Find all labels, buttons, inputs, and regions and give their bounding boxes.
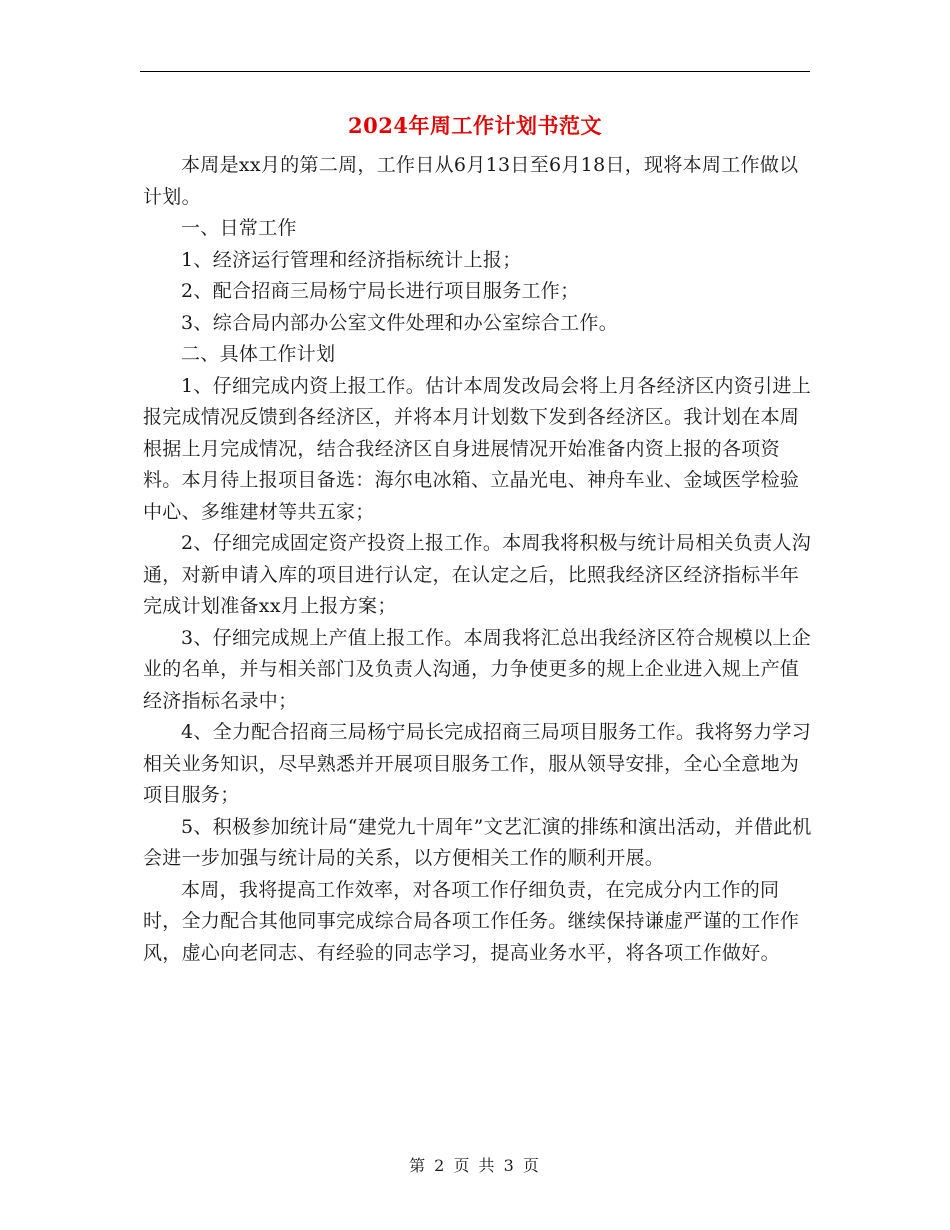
document-title: 2024年周工作计划书范文 xyxy=(348,113,602,138)
section-heading-work-plan: 二、具体工作计划 xyxy=(181,343,336,365)
list-item: 2、配合招商三局杨宁局长进行项目服务工作； xyxy=(181,280,580,302)
plan-item: 5、积极参加统计局“建党九十周年”文艺汇演的排练和演出活动，并借此机会进一步加强与统计局的关系，以方便相关工作的顺利开展。 xyxy=(143,815,812,869)
page-number-footer: 第 2 页 共 3 页 xyxy=(409,1156,541,1175)
list-item: 3、综合局内部办公室文件处理和办公室综合工作。 xyxy=(181,311,618,334)
document-body xyxy=(143,150,813,969)
list-item: 1、经济运行管理和经济指标统计上报； xyxy=(181,248,522,271)
paragraph-conclusion: 本周，我将提高工作效率，对各项工作仔细负责，在完成分内工作的同时，全力配合其他同事完成综合局各项工作任务。继续保持谦虚严谨的工作作风，虚心向老同志、有经验的同志学习，提高业务水平，将各项工作做好。 xyxy=(143,878,800,964)
section-heading-daily-work: 一、日常工作 xyxy=(181,217,297,239)
plan-item: 1、仔细完成内资上报工作。估计本周发改局会将上月各经济区内资引进上报完成情况反馈到各经济区，并将本月计划数下发到各经济区。我计划在本周根据上月完成情况，结合我经济区自身进展情况开始准备内资上报的各项资料。本月待上报项目备选：海尔电冰箱、立晶光电、神舟车业、金域医学检验中心、多维建材等共五家； xyxy=(143,374,811,523)
plan-item: 3、仔细完成规上产值上报工作。本周我将汇总出我经济区符合规模以上企业的名单，并与相关部门及负责人沟通，力争使更多的规上企业进入规上产值经济指标名录中； xyxy=(143,626,811,712)
header-rule xyxy=(140,71,810,72)
plan-item: 4、全力配合招商三局杨宁局长完成招商三局项目服务工作。我将努力学习相关业务知识，尽早熟悉并开展项目服务工作，服从领导安排，全心全意地为项目服务； xyxy=(143,721,811,806)
plan-item: 2、仔细完成固定资产投资上报工作。本周我将积极与统计局相关负责人沟通，对新申请入库的项目进行认定，在认定之后，比照我经济区经济指标半年完成计划准备xx月上报方案； xyxy=(143,532,811,617)
paragraph-intro: 本周是xx月的第二周，工作日从6月13日至6月18日，现将本周工作做以计划。 xyxy=(143,154,799,208)
